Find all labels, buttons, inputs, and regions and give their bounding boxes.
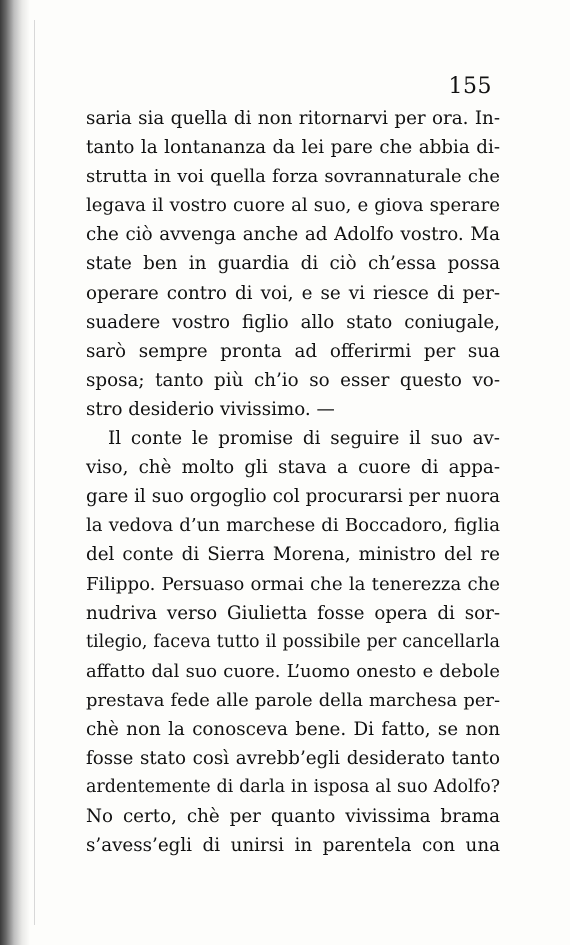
page-number: 155 — [448, 74, 492, 99]
text-line: tilegio, faceva tutto il possibile per cancellarla — [86, 631, 500, 652]
text-line: sarò sempre pronta ad offerirmi per sua — [86, 340, 500, 362]
book-spine-shadow — [0, 0, 30, 945]
text-line: la vedova d’un marchese di Boccadoro, figlia — [86, 515, 500, 537]
text-line: del conte di Sierra Morena, ministro del re — [86, 544, 500, 566]
page-edge-line — [34, 20, 35, 925]
text-line: affatto dal suo cuore. L’uomo onesto e debole — [86, 660, 500, 682]
text-line: chè non la conosceva bene. Di fatto, se non — [86, 718, 500, 740]
text-line: Il conte le promise di seguire il suo av- — [108, 428, 500, 450]
text-line: che ciò avvenga anche ad Adolfo vostro. Ma — [86, 224, 500, 246]
text-line: tanto la lontananza da lei pare che abbia di- — [86, 137, 500, 159]
text-line: saria sia quella di non ritornarvi per ora. In- — [86, 108, 500, 129]
text-line: stro desiderio vivissimo. — — [86, 398, 335, 420]
text-line: fosse stato così avrebb’egli desiderato tanto — [86, 748, 500, 770]
text-line: nudriva verso Giulietta fosse opera di sor- — [86, 602, 500, 624]
text-line: viso, chè molto gli stava a cuore di appa- — [86, 457, 500, 479]
text-line: No certo, chè per quanto vivissima brama — [86, 806, 500, 828]
text-line: operare contro di voi, e se vi riesce di per- — [86, 282, 500, 304]
text-line: gare il suo orgoglio col procurarsi per nuora — [86, 486, 500, 508]
text-line: s’avess’egli di unirsi in parentela con una — [86, 835, 500, 857]
text-line: prestava fede alle parole della marchesa per- — [86, 689, 500, 711]
text-line: Filippo. Persuaso ormai che la tenerezza che — [86, 573, 500, 595]
text-line: state ben in guardia di ciò ch’essa possa — [86, 253, 500, 275]
text-line: suadere vostro figlio allo stato coniugale, — [86, 311, 500, 333]
text-line: sposa; tanto più ch’io so esser questo vo- — [86, 369, 500, 391]
text-line: strutta in voi quella forza sovrannaturale che — [86, 166, 500, 188]
text-line: legava il vostro cuore al suo, e giova sperare — [86, 195, 500, 217]
text-line: ardentemente di darla in isposa al suo Adolfo? — [86, 777, 500, 798]
body-text — [86, 104, 500, 860]
